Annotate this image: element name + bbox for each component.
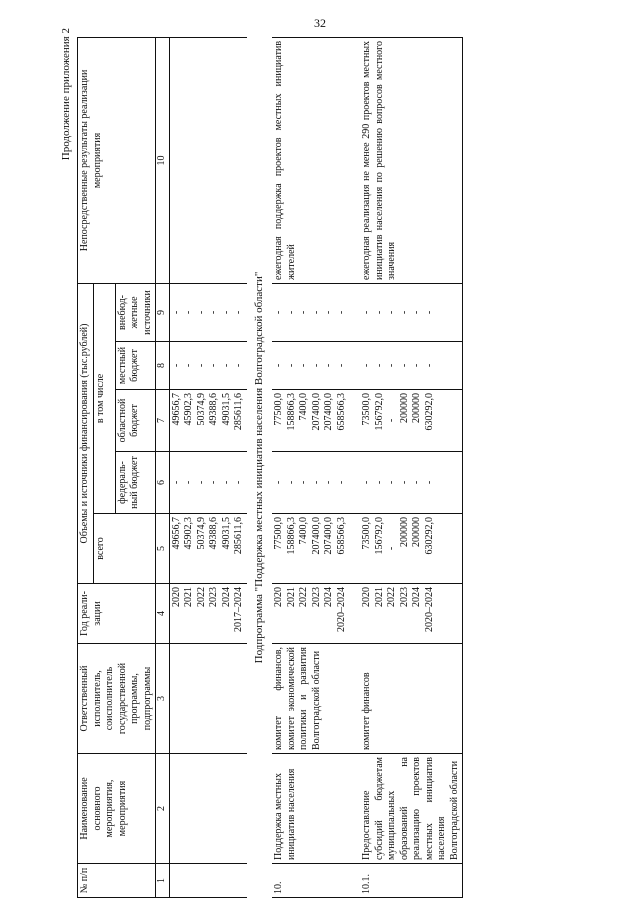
row-results: ежегодная реализация не менее 290 проектов местных инициатив населения по решению вопросов местного значения	[349, 37, 463, 283]
subprogram-title: Подпрограмма "Поддержка местных инициатив населения Волгоградской области"	[252, 271, 265, 664]
carryover-years: 2020 2021 2022 2023 2024 2017–2024	[169, 584, 247, 644]
carryover-no	[169, 864, 247, 898]
header-federal: федераль- ный бюджет	[115, 452, 156, 514]
carryover-federal: - - - - - -	[169, 452, 247, 514]
header-including: в том числе	[93, 283, 115, 513]
row-offbudget: - - - - - -	[349, 283, 463, 341]
column-number: 4	[156, 584, 170, 644]
row-federal: - - - - - -	[349, 452, 463, 514]
row-offbudget: - - - - - -	[272, 283, 349, 341]
carryover-local: - - - - - -	[169, 342, 247, 390]
header-offbudget: внебюд- жетные источники	[115, 283, 156, 341]
carryover-name	[169, 754, 247, 864]
column-number: 3	[156, 644, 170, 754]
row-total: 73500,0 156792,0 - 200000 200000 630292,0	[349, 514, 463, 584]
table-row	[272, 37, 349, 897]
header-regional: областной бюджет	[115, 390, 156, 452]
row-federal: - - - - - -	[272, 452, 349, 514]
row-no: 10.1.	[349, 864, 463, 898]
row-years: 2020 2021 2022 2023 2024 2020–2024	[349, 584, 463, 644]
header-local: местный бюджет	[115, 342, 156, 390]
carryover-total: 49656,7 45902,3 50374,9 49388,6 49031,5 285611,6	[169, 514, 247, 584]
carryover-row	[169, 37, 247, 897]
header-results: Непосредственные результаты реализации мероприятия	[78, 37, 156, 283]
table-row	[349, 37, 463, 897]
row-name: Предоставление субсидий бюджетам муниципальных образований на реализацию проектов местных инициатив населения Волгоградской области	[349, 754, 463, 864]
column-number: 1	[156, 864, 170, 898]
row-total: 77500,0 158866,3 7400,0 207400,0 207400,0 658566,3	[272, 514, 349, 584]
financing-table	[77, 37, 467, 898]
row-results: ежегодная поддержка проектов местных инициатив жителей	[272, 37, 349, 283]
rotated-table-area	[60, 28, 600, 898]
row-no: 10.	[272, 864, 349, 898]
carryover-results	[169, 37, 247, 283]
column-number-row	[156, 37, 170, 897]
page-number: 32	[314, 16, 326, 30]
header-executor: Ответственный исполнитель, соисполнитель государственной программы, подпрограммы	[78, 644, 156, 754]
row-regional: 77500,0 158866,3 7400,0 207400,0 207400,0 658566,3	[272, 390, 349, 452]
header-year: Год реали- зации	[78, 584, 156, 644]
column-number: 7	[156, 390, 170, 452]
table-bottom-spacer	[463, 37, 467, 897]
column-number: 2	[156, 754, 170, 864]
row-regional: 73500,0 156792,0 - 200000 200000 630292,0	[349, 390, 463, 452]
subprogram-title-row	[247, 37, 273, 897]
carryover-regional: 49656,7 45902,3 50374,9 49388,6 49031,5 285611,6	[169, 390, 247, 452]
carryover-executor	[169, 644, 247, 754]
row-local: - - - - - -	[272, 342, 349, 390]
column-number: 8	[156, 342, 170, 390]
header-no: № п/п	[78, 864, 156, 898]
row-local: - - - - - -	[349, 342, 463, 390]
row-name: Поддержка местных инициатив населения	[272, 754, 349, 864]
column-number: 6	[156, 452, 170, 514]
column-number: 5	[156, 514, 170, 584]
column-number: 9	[156, 283, 170, 341]
column-number: 10	[156, 37, 170, 283]
continuation-label: Продолжение приложения 2	[60, 28, 72, 161]
row-years: 2020 2021 2022 2023 2024 2020–2024	[272, 584, 349, 644]
carryover-offbudget: - - - - - -	[169, 283, 247, 341]
header-name: Наименование основного мероприятия, мероприятия	[78, 754, 156, 864]
header-funding: Объемы и источники финансирования (тыс.рублей)	[78, 283, 94, 583]
header-total: всего	[93, 514, 156, 584]
row-executor: комитет финансов, комитет экономической политики и развития Волгоградской области	[272, 644, 349, 754]
row-executor: комитет финансов	[349, 644, 463, 754]
